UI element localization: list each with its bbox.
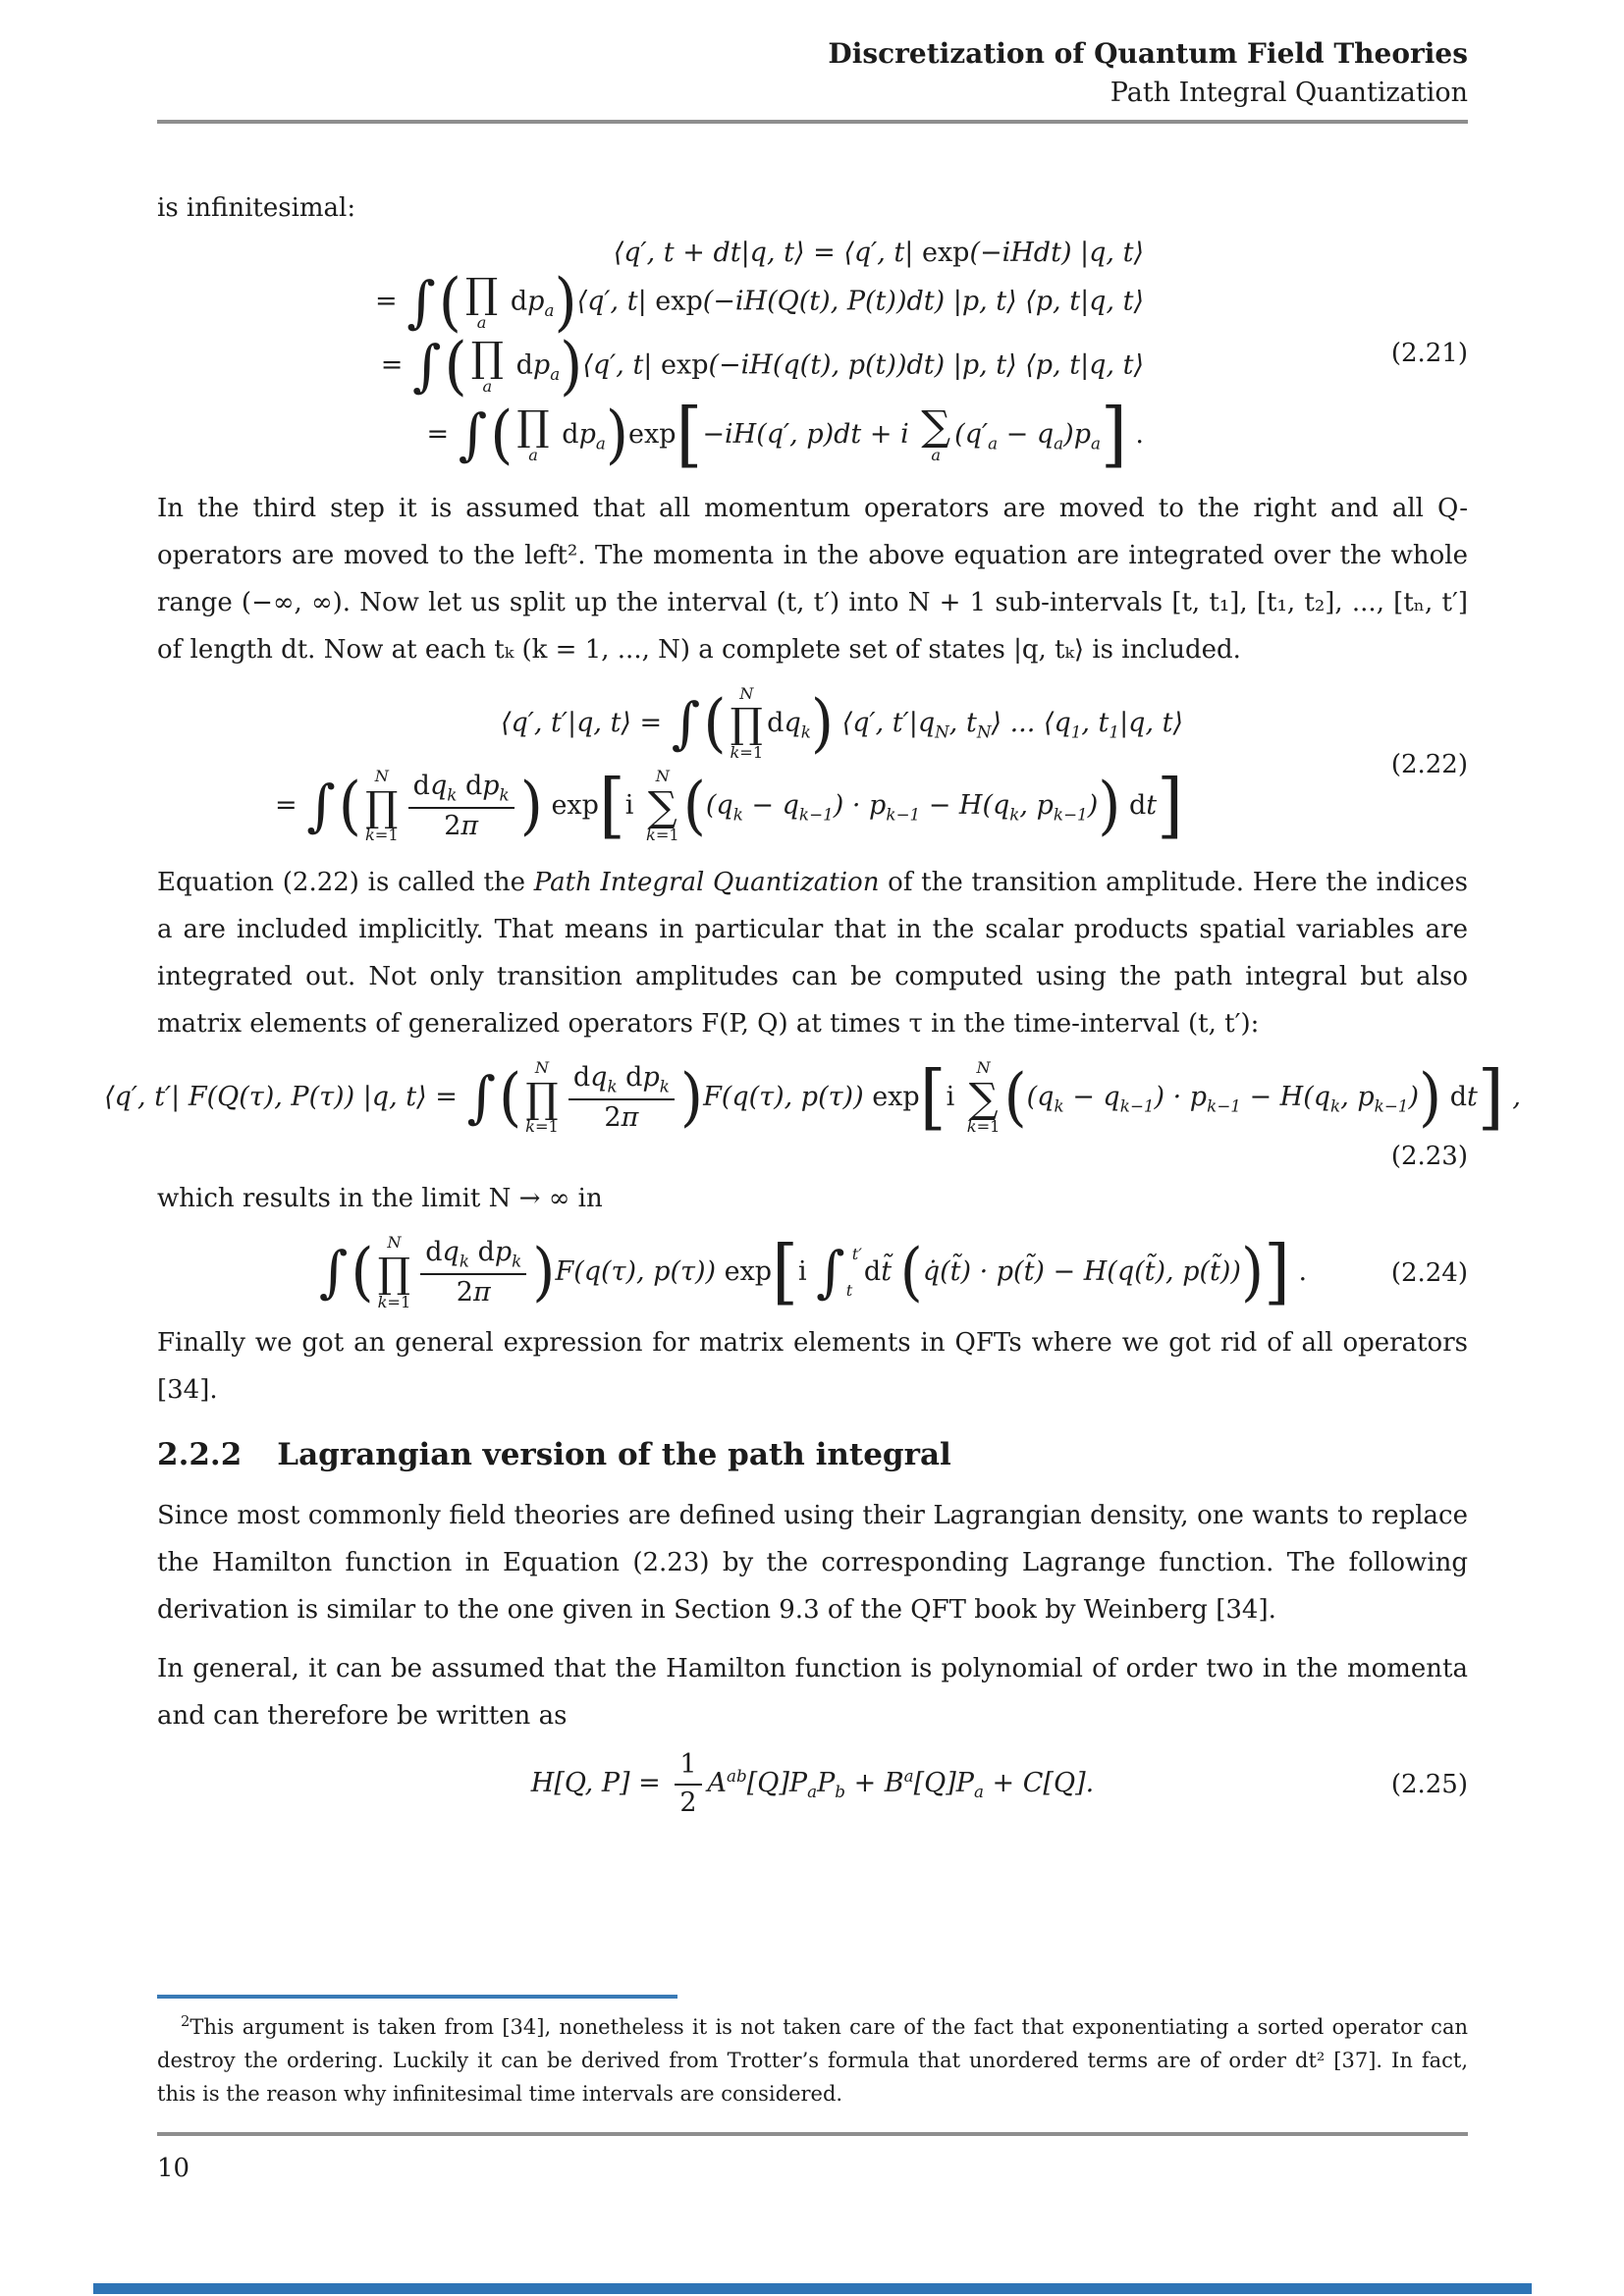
header-rule	[157, 120, 1468, 124]
footnote-rule	[157, 1995, 677, 1999]
equation-2-25	[157, 1751, 1468, 1817]
equation-2-23-number: (2.23)	[1390, 1142, 1468, 1172]
header-subtitle: Path Integral Quantization	[1110, 77, 1468, 108]
paragraph-finally: Finally we got an general expression for matrix elements in QFTs where we got rid of all operators [34].	[157, 1328, 1468, 1406]
paragraph-limit: which results in the limit N → ∞ in	[157, 1184, 603, 1214]
equation-2-21	[157, 238, 1468, 476]
section-heading	[157, 1437, 1468, 1472]
section-number: 2.2.2	[157, 1437, 243, 1473]
bottom-accent-bar	[93, 2283, 1532, 2294]
footnote	[157, 2010, 1468, 2110]
equation-2-24-number: (2.24)	[1390, 1257, 1468, 1288]
footnote-text: This argument is taken from [34], nonetheless it is not taken care of the fact that exponentiating a sorted operator can destroy the ordering. Luckily it can be derived from Trotter’s formula that unordered terms are of order dt² [37]. In fact, this is the reason why infinitesimal time intervals are considered.	[157, 2015, 1468, 2106]
paragraph-momentum-operators: In the third step it is assumed that all momentum operators are moved to the right and all Q-operators are moved to the left². The momenta in the above equation are integrated over the whole range (−∞, ∞). Now let us split up the interval (t, t′) into N + 1 sub-intervals [t, t₁], [t₁, t₂], ..., [tₙ, t′] of length dt. Now at each tₖ (k = 1, ..., N) a complete set of states |q, tₖ⟩ is included.	[157, 493, 1468, 665]
paragraph-path-integral-quantization	[157, 859, 1468, 1047]
equation-2-23	[104, 1056, 1521, 1172]
header-title: Discretization of Quantum Field Theories	[828, 37, 1468, 70]
equation-2-22	[157, 685, 1468, 845]
equation-2-22-number: (2.22)	[1390, 750, 1468, 780]
equation-2-21-number: (2.21)	[1390, 338, 1468, 368]
page-number: 10	[157, 2154, 190, 2183]
equation-2-22-lines: ⟨q′, t′|q, t⟩ = ∫( N ∏ k=1 $dq_k$) ⟨q′, $t'|q_N$, $t_N⟩$ ... $⟨q_1$, $t_1|q$, t⟩ = ∫( N ∏ k=1 $\frac{dq_k dp_k}{2\pi}$ ) exp[i N ∑ k=1 ($(q_k - q_{k-1}) \cdot p_{k-1} - H(q_k$, $p_{k-1}$)) dt]	[275, 683, 1183, 847]
italic-term: Path Integral Quantization	[533, 867, 880, 897]
footer-rule	[157, 2132, 1468, 2136]
section-title: Lagrangian version of the path integral	[277, 1437, 951, 1473]
page-header	[828, 37, 1468, 109]
paragraph-lagrangian-density: Since most commonly field theories are defined using their Lagrangian density, one wants to replace the Hamilton function in Equation (2.23) by the corresponding Lagrange function. The following derivation is similar to the one given in Section 9.3 of the QFT book by Weinberg [34].	[157, 1501, 1468, 1626]
equation-2-24-lines: ∫( N ∏ k=1 $\frac{dq_k dp_k}{2\pi}$ )F(q(τ), p(τ)) exp[i ∫ t′ t dt̃ (q̇(t̃) · p(t̃) − H(q(t̃), p(t̃)))] .	[318, 1231, 1308, 1314]
equation-2-21-lines: ⟨q′, t + dt|q, t⟩ = ⟨q′, t| exp(−iHdt) |q, t⟩ = ∫( ∏ a $dp_a)⟨q'$, t| exp(−iH(Q(t), P(t))dt) |p, t⟩ ⟨p, t|q, t⟩ = ∫( ∏ a $dp_a)⟨q'$, t| exp(−iH(q(t), p(t))dt) |p, t⟩ ⟨p, t|q, t⟩ = ∫( ∏ a $dp_a)\exp[-iH(q'$, p)dt + i ∑ a $(q'_a - q_a)p_a$] .	[375, 238, 1144, 476]
paragraph-part: of the transition amplitude. Here the indices a are included implicitly. That means in particular that in the scalar products spatial variables are integrated out. Not only transition amplitudes can be computed using the path integral but also matrix elements of generalized operators F(P, Q) at times τ in the time-interval (t, t′):	[157, 867, 1468, 1039]
equation-2-24	[157, 1231, 1468, 1314]
equation-2-25-lines: H[Q, P] = $\frac{1}{2}$ $A^{ab}[Q]P_aP_b + B^a[Q]P_a + C[Q]$.	[530, 1749, 1095, 1818]
intro-text: is infinitesimal:	[157, 193, 356, 223]
page-content	[104, 185, 1521, 1822]
paragraph-hamilton-polynomial: In general, it can be assumed that the Hamilton function is polynomial of order two in the momenta and can therefore be written as	[157, 1654, 1468, 1732]
equation-2-25-number: (2.25)	[1390, 1769, 1468, 1799]
paragraph-part: Equation (2.22) is called the	[157, 867, 534, 897]
footnote-marker: 2	[181, 2013, 190, 2030]
equation-2-23-lines: ⟨q′, t′| F(Q(τ), P(τ)) |q, t⟩ = ∫( N ∏ k=1 $\frac{dq_k dp_k}{2\pi}$ )F(q(τ), p(τ)) exp[i N ∑ k=1 ($(q_k - q_{k-1}) \cdot p_{k-1} - H(q_k$, $p_{k-1}$)) dt] ,	[104, 1056, 1521, 1140]
